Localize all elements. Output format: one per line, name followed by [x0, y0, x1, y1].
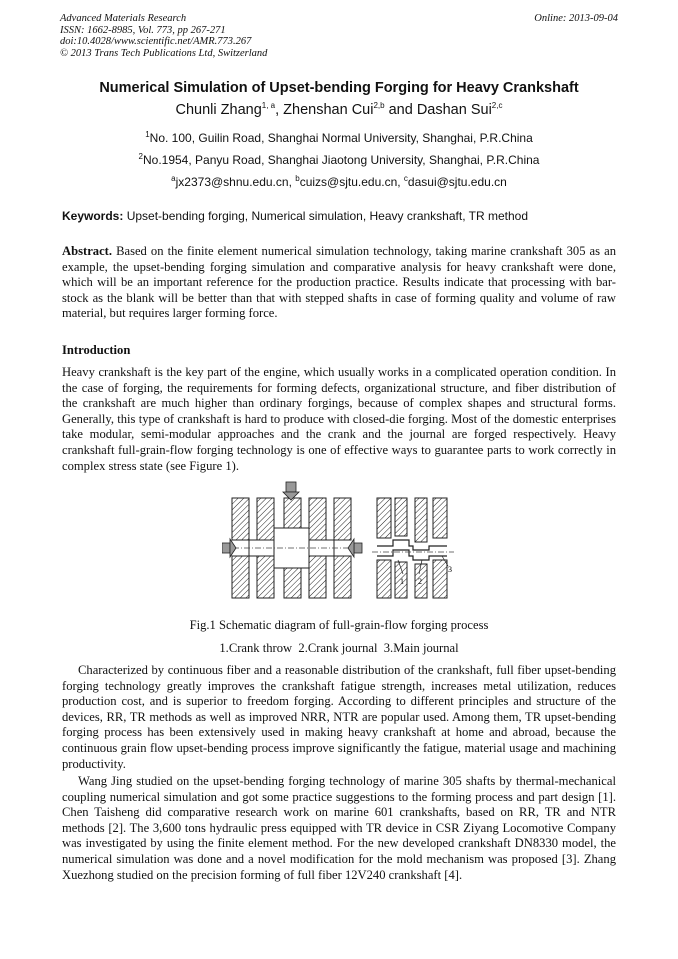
author-name: Dashan Sui [416, 102, 492, 118]
author-separator: and [384, 102, 417, 118]
intro-paragraph: Heavy crankshaft is the key part of the engine, which usually works in a complicated operation condition. In the case of forging, the requirements for forming defects, organizational structure, and fiber distribution of the crankshaft are much higher than ordinary forgings, because of complex shapes and structural forms. Generally, this type of crankshaft is hard to produce with closed-die forging. Most of the domestic enterprises take modular, semi-modular approaches and the crank and the journal are forged respectively. Heavy crankshaft full-grain-flow forging technology is one of effective ways to guarantee parts to work correctly in complex stress state (see Figure 1). [62, 365, 616, 473]
affiliation-2 [0, 153, 678, 167]
affil-text: No.1954, Panyu Road, Shanghai Jiaotong University, Shanghai, P.R.China [142, 153, 540, 167]
email-link[interactable]: jx2373@shnu.edu.cn [175, 175, 289, 189]
online-date: Online: 2013-09-04 [534, 13, 618, 24]
doi: doi:10.4028/www.scientific.net/AMR.773.267 [60, 36, 252, 47]
diagram-before [222, 482, 362, 598]
abstract-label: Abstract. [62, 244, 113, 258]
journal-name: Advanced Materials Research [60, 13, 187, 24]
keywords [62, 209, 618, 223]
issn: ISSN: 1662-8985, Vol. 773, pp 267-271 [60, 24, 226, 36]
copyright: © 2013 Trans Tech Publications Ltd, Switzerland [60, 47, 268, 59]
label-2: 2 [418, 577, 422, 586]
email-link[interactable]: cuizs@sjtu.edu.cn [299, 175, 398, 189]
email-sup: c [403, 174, 408, 183]
author-name: Zhenshan Cui [283, 102, 374, 118]
author-sup: 1, a [261, 101, 276, 111]
abstract [62, 244, 616, 322]
forging-schematic-figure [222, 480, 462, 606]
email-sup: b [295, 174, 300, 183]
affil-sup: 2 [138, 152, 143, 161]
author-sup: 2,c [491, 101, 503, 111]
abstract-text: Based on the finite element numerical simulation technology, taking marine crankshaft 305 as an example, the upset-bending forging simulation and comparative analysis for heavy crankshaft were done, which will be an important reference for the production practice. Results indicate that processing with bar-stock as the blank will be better than that with stepped shafts in case of forming quality and volume of raw material, but requires larger forming force. [62, 244, 616, 321]
author-line [0, 102, 678, 118]
email-line: $^a$jx2373@shnu.edu.cn, $^b$cuizs@sjtu.edu.cn, $^c$dasui@sjtu.edu.cn [171, 174, 507, 189]
diagram-after [372, 498, 454, 598]
author-name: Chunli Zhang [175, 102, 262, 118]
running-header [60, 13, 618, 59]
affiliation-1 [0, 131, 678, 145]
keywords-text: Upset-bending forging, Numerical simulation, Heavy crankshaft, TR method [126, 209, 528, 223]
paper-title: Numerical Simulation of Upset-bending Forging for Heavy Crankshaft [99, 80, 579, 96]
keywords-label: Keywords: [62, 209, 124, 223]
label-3: 3 [448, 565, 452, 574]
section-heading: Introduction [62, 343, 131, 357]
body-paragraph: Characterized by continuous fiber and a reasonable distribution of the crankshaft, full fiber upset-bending forging technology greatly improves the crankshaft fatigue strength, increases metal utilization, reduces production cost, and is superior to freedom forging. According to different principles and structure of the devices, RR, TR methods as well as improved NRR, NTR are popular used. Among them, TR upset-bending forging process has been extensively used in making heavy crankshaft at home and abroad, because the continuous grain flow upset-bending process improve significantly the fatigue, material usage and machining productivity. [62, 663, 616, 771]
figure-caption: Fig.1 Schematic diagram of full-grain-flow forging process [189, 618, 489, 632]
author-sup: 2,b [373, 101, 385, 111]
email-sup: a [171, 174, 176, 183]
email-link[interactable]: dasui@sjtu.edu.cn [407, 175, 507, 189]
figure-legend: 1.Crank throw 2.Crank journal 3.Main journal [219, 641, 459, 655]
affil-sup: 1 [145, 130, 150, 139]
label-1: 1 [400, 577, 404, 586]
body-paragraph: Wang Jing studied on the upset-bending forging technology of marine 305 shafts by thermal-mechanical coupling numerical simulation and got some practice suggestions to the forming process and part design [1]. Chen Taisheng did comparative research work on marine 601 crankshafts, based on RR, TR and NTR methods [2]. The 3,600 tons hydraulic press equipped with TR device in CSR Ziyang Locomotive Company was investigated by using the finite element method. For the new developed crankshaft DN8330 model, the numerical simulation was done and a novel modification for the mold mechanism was proposed [3]. Zhang Xuezhong studied on the precision forming of full fiber 12V240 crankshaft [4]. [62, 774, 616, 882]
author-separator: , [275, 102, 284, 118]
affil-text: No. 100, Guilin Road, Shanghai Normal University, Shanghai, P.R.China [149, 131, 533, 145]
